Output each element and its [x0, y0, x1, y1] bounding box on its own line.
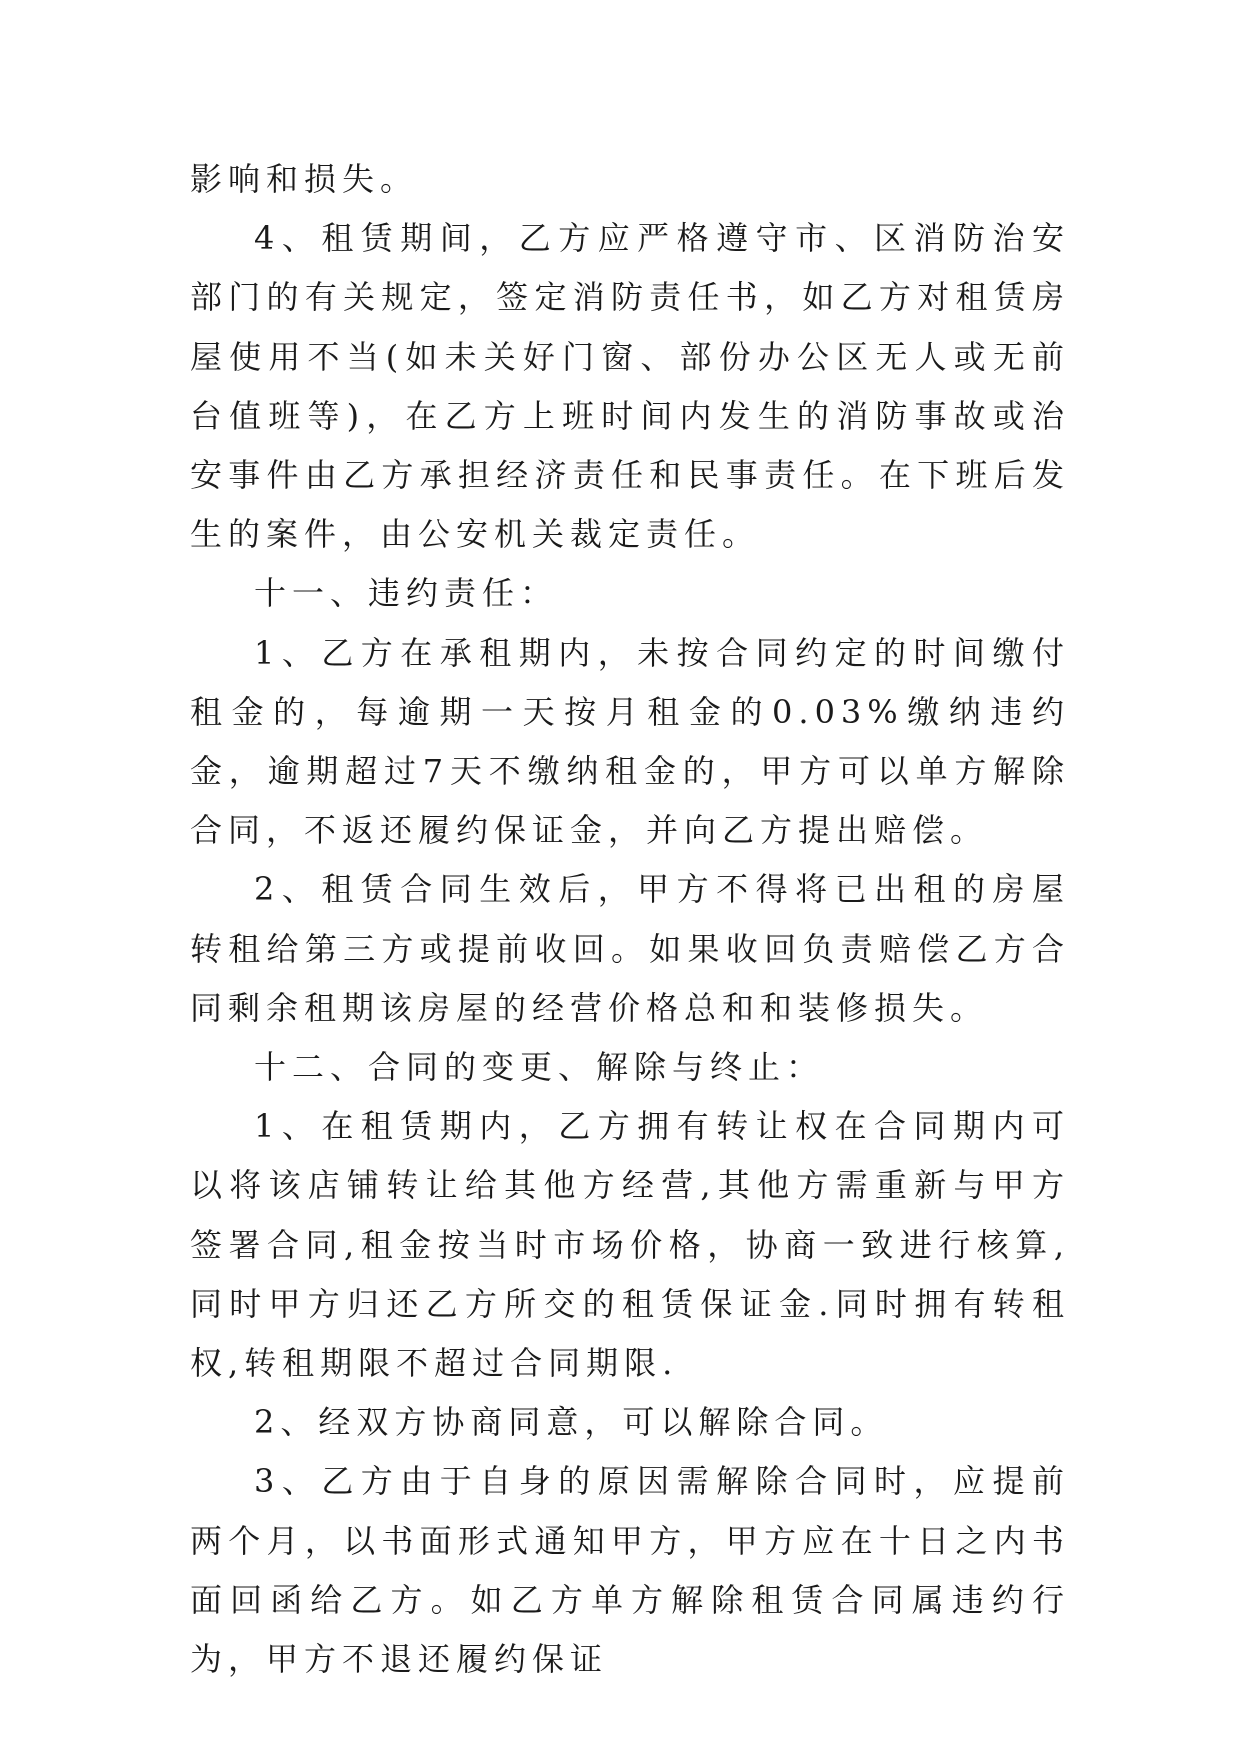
paragraph-transfer-right-clause: 1、在租赁期内，乙方拥有转让权在合同期内可以将该店铺转让给其他方经营,其他方需重新与甲方签署合同,租金按当时市场价格，协商一致进行核算,同时甲方归还乙方所交的租赁保证金.同时拥有转租权,转租期限不超过合同期限. — [190, 1107, 1070, 1383]
paragraph-no-sublet-clause: 2、租赁合同生效后，甲方不得将已出租的房屋转租给第三方或提前收回。如果收回负责赔偿乙方合同剩余租期该房屋的经营价格总和和装修损失。 — [190, 870, 1070, 1027]
document-page — [190, 150, 1070, 1689]
paragraph-unilateral-termination-clause: 3、乙方由于自身的原因需解除合同时，应提前两个月，以书面形式通知甲方，甲方应在十日之内书面回函给乙方。如乙方单方解除租赁合同属违约行为，甲方不退还履约保证 — [190, 1462, 1070, 1679]
paragraph-fire-safety-clause: 4、租赁期间，乙方应严格遵守市、区消防治安部门的有关规定，签定消防责任书，如乙方对租赁房屋使用不当(如未关好门窗、部份办公区无人或无前台值班等)，在乙方上班时间内发生的消防事故或治安事件由乙方承担经济责任和民事责任。在下班后发生的案件，由公安机关裁定责任。 — [190, 219, 1070, 554]
paragraph-continuation: 影响和损失。 — [190, 160, 419, 198]
section-heading-contract-change: 十二、合同的变更、解除与终止： — [254, 1048, 825, 1087]
section-heading-breach-liability: 十一、违约责任： — [254, 574, 559, 613]
paragraph-mutual-termination-clause: 2、经双方协商同意，可以解除合同。 — [254, 1403, 889, 1442]
paragraph-late-rent-clause: 1、乙方在承租期内，未按合同约定的时间缴付租金的，每逾期一天按月租金的0.03%缴纳违约金，逾期超过7天不缴纳租金的，甲方可以单方解除合同，不返还履约保证金，并向乙方提出赔偿。 — [190, 633, 1070, 850]
